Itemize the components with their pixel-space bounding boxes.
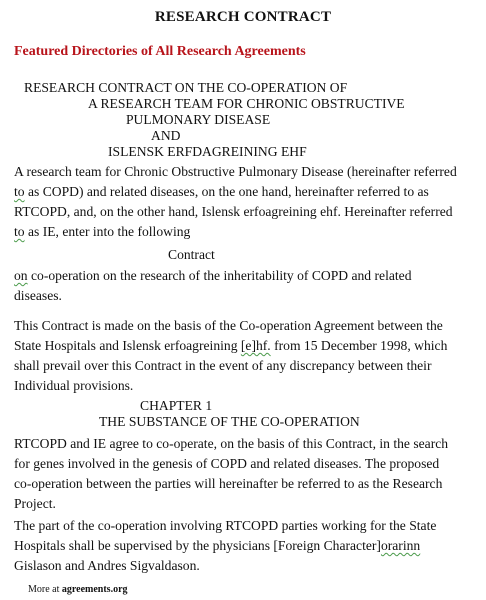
para3-line-3: shall prevail over this Contract in the event of any discrepancy between their <box>14 358 432 373</box>
paragraph-parties <box>14 162 476 242</box>
spellcheck-word[interactable]: on <box>14 268 28 283</box>
para3-line-4: Individual provisions. <box>14 378 134 393</box>
heading-line-3: PULMONARY DISEASE <box>126 112 271 127</box>
para1-line-4: to as IE, enter into the following <box>14 224 191 239</box>
paragraph-substance <box>14 434 476 514</box>
paragraph-basis <box>14 316 476 396</box>
para2-line-2: diseases. <box>14 288 62 303</box>
chapter-title: THE SUBSTANCE OF THE CO-OPERATION <box>99 414 360 429</box>
document-title: RESEARCH CONTRACT <box>154 9 332 25</box>
para3-line-2: State Hospitals and Islensk erfoagreining [e]hf. from 15 December 1998, which <box>14 338 448 353</box>
footer-more-at: More at agreements.org <box>28 584 128 595</box>
heading-line-1: RESEARCH CONTRACT ON THE CO-OPERATION OF <box>24 80 348 95</box>
para4-line-1: RTCOPD and IE agree to co-operate, on the basis of this Contract, in the search <box>14 436 449 451</box>
chapter-number: CHAPTER 1 <box>140 398 213 413</box>
spellcheck-word[interactable]: to <box>14 184 25 199</box>
paragraph-supervision <box>14 516 476 576</box>
para1-line-3: RTCOPD, and, on the other hand, Islensk erfoagreining ehf. Hereinafter referred <box>14 204 453 219</box>
para1-line-2: to as COPD) and related diseases, on the one hand, hereinafter referred to as <box>14 184 429 199</box>
para5-line-1: The part of the co-operation involving RTCOPD parties working for the State <box>14 518 437 533</box>
para5-line-2: Hospitals shall be supervised by the physicians [Foreign Character]orarinn <box>14 538 421 553</box>
para4-line-4: Project. <box>14 496 56 511</box>
para1-line-1: A research team for Chronic Obstructive Pulmonary Disease (hereinafter referred <box>14 164 457 179</box>
para3-line-1: This Contract is made on the basis of the Co-operation Agreement between the <box>14 318 443 333</box>
contract-label: Contract <box>168 247 215 262</box>
para4-line-2: for genes involved in the genesis of COPD and related diseases. The proposed <box>14 456 440 471</box>
footer-site-link[interactable]: agreements.org <box>61 584 128 595</box>
paragraph-subject <box>14 266 476 306</box>
featured-directories-link[interactable]: Featured Directories of All Research Agreements <box>14 44 306 59</box>
heading-line-5: ISLENSK ERFDAGREINING EHF <box>108 144 307 159</box>
para5-line-3: Gislason and Andres Sigvaldason. <box>14 558 200 573</box>
para2-line-1: on co-operation on the research of the inheritability of COPD and related <box>14 268 412 283</box>
para4-line-3: co-operation between the parties will hereinafter be referred to as the Research <box>14 476 443 491</box>
heading-line-4: AND <box>151 128 181 143</box>
spellcheck-word[interactable]: orarinn <box>380 538 421 553</box>
spellcheck-word[interactable]: to <box>14 224 25 239</box>
spellcheck-word[interactable]: [e]hf. <box>240 338 271 353</box>
heading-line-2: A RESEARCH TEAM FOR CHRONIC OBSTRUCTIVE <box>88 96 405 111</box>
